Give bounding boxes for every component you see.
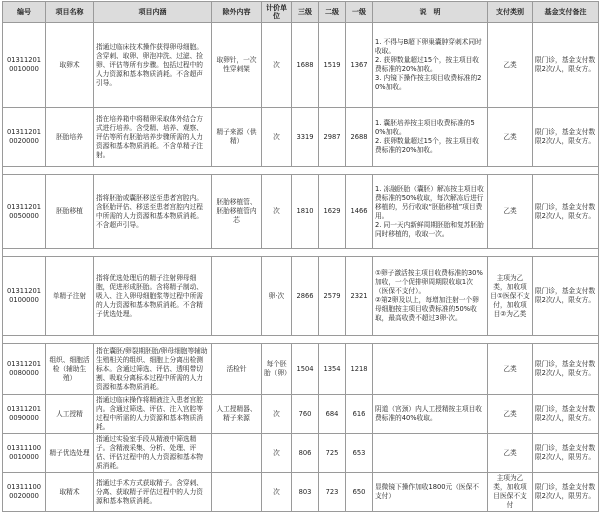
cell-payment-category: 主项为乙类，加收项目医保不支付 [488,473,533,512]
cell-level3: 803 [292,473,319,512]
table-row [3,257,599,336]
cell-exclusions: 取卵针，一次性穿刺架 [212,23,262,108]
header-level1: 一级 [346,2,373,23]
cell-level2: 1629 [319,175,346,249]
cell-level2: 684 [319,395,346,434]
cell-name: 胚胎移植 [46,175,94,249]
cell-level2: 2987 [319,108,346,167]
cell-payment-category: 乙类 [488,434,533,473]
cell-fund-remarks: 限门诊，基金支付数限2次/人，限女方。 [533,257,599,336]
cell-name: 单精子注射 [46,257,94,336]
header-level3: 三级 [292,2,319,23]
header-unit: 计价单位 [262,2,292,23]
table-row [3,175,599,249]
cell-unit: 次 [262,395,292,434]
cell-content: 指将优选处理后的精子注射卵母细胞，促进形成胚胎。含将精子制动、吸入、注入卵母细胞浆等过程中所需的人力资源和基本物质消耗。不含精子优选处理。 [94,257,212,336]
gap-cell [3,336,599,344]
cell-name: 取卵术 [46,23,94,108]
cell-level2: 725 [319,434,346,473]
cell-fund-remarks: 限门诊，基金支付数限2次/人，限女方。 [533,23,599,108]
cell-notes: 显微镜下操作加收1800元（医保不支付） [373,473,488,512]
cell-code: 013112010050000 [3,175,46,249]
table-row [3,434,599,473]
cell-unit: 卵·次 [262,257,292,336]
price-table-wrapper [2,1,598,512]
cell-name: 精子优选处理 [46,434,94,473]
cell-content: 指将胚胎或囊胚移送至患者宫腔内。含胚胎评估、移送至患者宫腔内过程中所需的人力资源和基本物质消耗。不含超声引导。 [94,175,212,249]
cell-unit: 次 [262,434,292,473]
row-gap [3,336,599,344]
cell-level3: 3319 [292,108,319,167]
cell-exclusions: 胚胎移植管、胚胎移植管内芯 [212,175,262,249]
cell-exclusions: 活检针 [212,344,262,395]
cell-payment-category: 主项为乙类，加收项目①医保不支付，加收项目②为乙类 [488,257,533,336]
cell-level3: 760 [292,395,319,434]
cell-code: 013112010020000 [3,108,46,167]
cell-fund-remarks: 限门诊，基金支付数限2次/人，限女方。 [533,108,599,167]
cell-level2: 723 [319,473,346,512]
cell-payment-category: 乙类 [488,23,533,108]
cell-level1: 653 [346,434,373,473]
header-content: 项目内涵 [94,2,212,23]
cell-exclusions [212,434,262,473]
header-level2: 二级 [319,2,346,23]
cell-notes [373,434,488,473]
cell-unit: 次 [262,175,292,249]
table-row [3,23,599,108]
cell-unit: 每个胚胎（卵） [262,344,292,395]
cell-fund-remarks: 限门诊，基金支付数限2次/人，限女方。 [533,344,599,395]
table-row [3,344,599,395]
cell-payment-category: 乙类 [488,175,533,249]
cell-content: 指通过临床技术操作获得卵母细胞。含穿刺、取卵、卵泡冲洗、过滤、捡卵、评估等所有步骤。包括过程中的人力资源和基本物质消耗。不含超声引导。 [94,23,212,108]
cell-level1: 1466 [346,175,373,249]
cell-code: 013112010080000 [3,344,46,395]
medical-price-table [2,1,599,512]
cell-exclusions: 人工授精器、精子来源 [212,395,262,434]
cell-unit: 次 [262,108,292,167]
cell-level1: 1218 [346,344,373,395]
cell-notes: 1. 不得与B超下卵巢囊肿穿刺术同时收取。 2. 获卵数量超过15个，按主项目收费标准的20%加收。 3. 内镜下操作按主项目收费标准的20%加收。 [373,23,488,108]
header-fund-remarks: 基金支付备注 [533,2,599,23]
cell-content: 指通过手术方式获取精子。含穿刺、分离、获取精子评估过程中的人力资源和基本物质消耗。 [94,473,212,512]
cell-notes: 阴道（宫颈）内人工授精按主项目收费标准的40%收取。 [373,395,488,434]
table-row [3,473,599,512]
header-exclusions: 除外内容 [212,2,262,23]
cell-name: 组织、细胞活检（辅助生殖） [46,344,94,395]
cell-content: 指通过临床操作将精液注入患者宫腔内。含通过筛选、评估、注入宫腔等过程中所需的人力资源和基本物质消耗。 [94,395,212,434]
cell-fund-remarks: 限门诊，基金支付数限2次/人，限女方。 [533,395,599,434]
cell-level3: 1504 [292,344,319,395]
cell-code: 013111000020000 [3,473,46,512]
cell-level3: 806 [292,434,319,473]
header-name: 项目名称 [46,2,94,23]
cell-notes: 1. 囊胚培养按主项目收费标准的50%加收。 2. 获卵数量超过15个，按主项目收费标准的20%加收。 [373,108,488,167]
header-code: 编号 [3,2,46,23]
cell-payment-category: 乙类 [488,395,533,434]
cell-content: 指在囊胚/卵裂期胚胎/卵母细胞等辅助生殖相关的组织、细胞上分离出检测标本。含通过筛选、评估、透明带切割、吸取分离标本过程中所需的人力资源和基本物质消耗。 [94,344,212,395]
cell-content: 指通过实验室手段从精液中筛选精子。含精液采集、分析、处理、评估、评估过程中的人力资源和基本物质消耗。 [94,434,212,473]
cell-notes: 1. 冻融胚胎（囊胚）解冻按主项目收费标准的50%收取，每次解冻后进行移植的，另行收取“胚胎移植”项目费用。 2. 同一天内新鲜周期胚胎和复苏胚胎同时移植的，收取一次。 [373,175,488,249]
cell-name: 胚胎培养 [46,108,94,167]
cell-level3: 2866 [292,257,319,336]
cell-exclusions: 精子来源（供精） [212,108,262,167]
table-row [3,108,599,167]
cell-payment-category: 乙类 [488,108,533,167]
header-row [3,2,599,23]
cell-fund-remarks: 限门诊，基金支付数限2次/人，限男方。 [533,473,599,512]
cell-code: 013112010090000 [3,395,46,434]
cell-level3: 1688 [292,23,319,108]
cell-level2: 1519 [319,23,346,108]
cell-level1: 2321 [346,257,373,336]
cell-code: 013111000010000 [3,434,46,473]
cell-payment-category: 乙类 [488,344,533,395]
cell-fund-remarks: 限门诊，基金支付数限2次/人，限男方。 [533,434,599,473]
row-gap [3,249,599,257]
table-row [3,395,599,434]
cell-code: 013112010100000 [3,257,46,336]
cell-level1: 650 [346,473,373,512]
cell-notes: ①卵子激活按主项目收费标准的30%加收，一个促排卵周期限收取1次（医保不支付）。 ②第2卵及以上，每增加注射一个卵母细胞按主项目收费标准的50%收取，最高收费不超过3卵·次。 [373,257,488,336]
cell-content: 指在培养箱中将精卵采取体外结合方式进行培养。含受精、培养、观察、评估等所有胚胎培养步骤所需的人力资源和基本物质消耗。不含单精子注射。 [94,108,212,167]
gap-cell [3,167,599,175]
cell-code: 013112010010000 [3,23,46,108]
cell-unit: 次 [262,23,292,108]
cell-fund-remarks: 限门诊，基金支付数限2次/人，限女方。 [533,175,599,249]
cell-notes [373,344,488,395]
cell-unit: 次 [262,473,292,512]
cell-level1: 2688 [346,108,373,167]
cell-level2: 2579 [319,257,346,336]
cell-level2: 1354 [319,344,346,395]
cell-exclusions [212,257,262,336]
header-payment-category: 支付类别 [488,2,533,23]
cell-name: 取精术 [46,473,94,512]
row-gap [3,167,599,175]
cell-exclusions [212,473,262,512]
cell-level1: 1367 [346,23,373,108]
cell-level1: 616 [346,395,373,434]
header-notes: 说 明 [373,2,488,23]
cell-name: 人工授精 [46,395,94,434]
cell-level3: 1810 [292,175,319,249]
gap-cell [3,249,599,257]
